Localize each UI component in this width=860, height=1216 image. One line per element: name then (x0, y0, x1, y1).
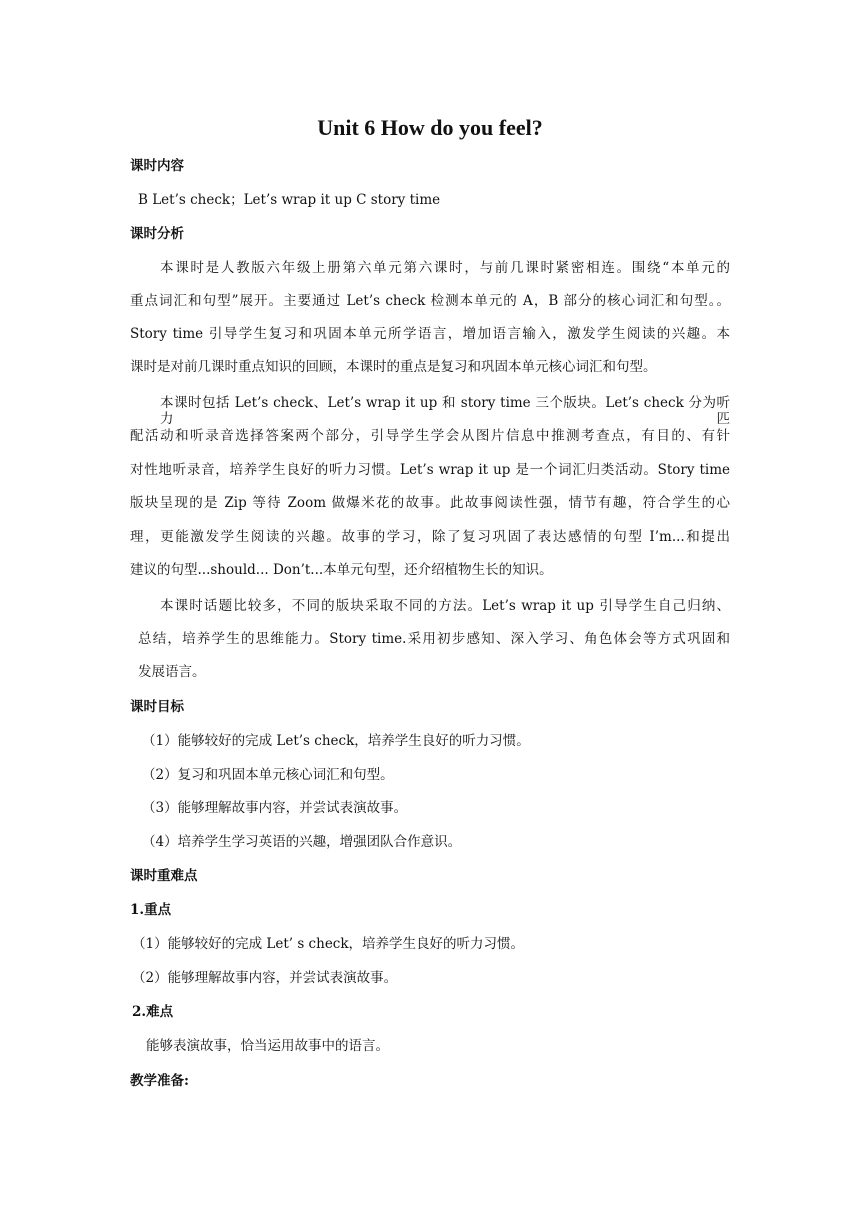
content-text: B Let’s check；Let’s wrap it up C story time (138, 192, 441, 208)
section-heading-preparation: 教学准备: (130, 1073, 189, 1089)
analysis-line: 总结，培养学生的思维能力。Story time.采用初步感知、深入学习、角色体会等方式巩固和 (138, 631, 730, 647)
key-item: （1）能够较好的完成 Let’ s check，培养学生良好的听力习惯。 (132, 936, 525, 952)
analysis-line: 本课时话题比较多，不同的版块采取不同的方法。Let’s wrap it up 引导学生自己归纳、 (160, 598, 730, 614)
goal-item: （3）能够理解故事内容，并尝试表演故事。 (142, 800, 408, 816)
analysis-line: 版块呈现的是 Zip 等待 Zoom 做爆米花的故事。此故事阅读性强，情节有趣，符合学生的心 (130, 495, 730, 511)
section-heading-analysis: 课时分析 (130, 226, 184, 242)
difficulty-text: 能够表演故事，恰当运用故事中的语言。 (146, 1038, 389, 1054)
analysis-line: 发展语言。 (138, 664, 206, 680)
section-heading-key-points: 课时重难点 (130, 868, 198, 884)
analysis-line: 建议的句型...should... Don’t...本单元句型，还介绍植物生长的知识。 (130, 562, 553, 578)
section-heading-content: 课时内容 (130, 158, 184, 174)
goal-item: （1）能够较好的完成 Let’s check，培养学生良好的听力习惯。 (142, 733, 530, 749)
analysis-line: 课时是对前几课时重点知识的回顾，本课时的重点是复习和巩固本单元核心词汇和句型。 (130, 359, 657, 375)
goal-item: （4）培养学生学习英语的兴趣，增强团队合作意识。 (142, 834, 462, 850)
section-heading-goals: 课时目标 (130, 699, 184, 715)
analysis-line: 本课时包括 Let’s check、Let’s wrap it up 和 story time 三个版块。Let’s check 分为听力匹 (160, 395, 730, 427)
analysis-line: 配活动和听录音选择答案两个部分，引导学生学会从图片信息中推测考查点，有目的、有针 (130, 428, 730, 444)
analysis-line: 本课时是人教版六年级上册第六单元第六课时，与前几课时紧密相连。围绕“本单元的 (160, 260, 730, 276)
page-title: Unit 6 How do you feel? (317, 115, 543, 140)
analysis-line: 对性地听录音，培养学生良好的听力习惯。Let’s wrap it up 是一个词汇归类活动。Story time (130, 462, 730, 478)
analysis-line: Story time 引导学生复习和巩固本单元所学语言，增加语言输入，激发学生阅读的兴趣。本 (130, 326, 730, 342)
analysis-line: 理，更能激发学生阅读的兴趣。故事的学习，除了复习巩固了表达感情的句型 I’m...和提出 (130, 529, 730, 545)
key-item: （2）能够理解故事内容，并尝试表演故事。 (132, 970, 398, 986)
goal-item: （2）复习和巩固本单元核心词汇和句型。 (142, 767, 394, 783)
analysis-line: 重点词汇和句型”展开。主要通过 Let’s check 检测本单元的 A，B 部分的核心词汇和句型。。 (130, 293, 730, 309)
subheading-key: 1.重点 (130, 902, 172, 918)
subheading-difficulty: 2.难点 (132, 1004, 174, 1020)
